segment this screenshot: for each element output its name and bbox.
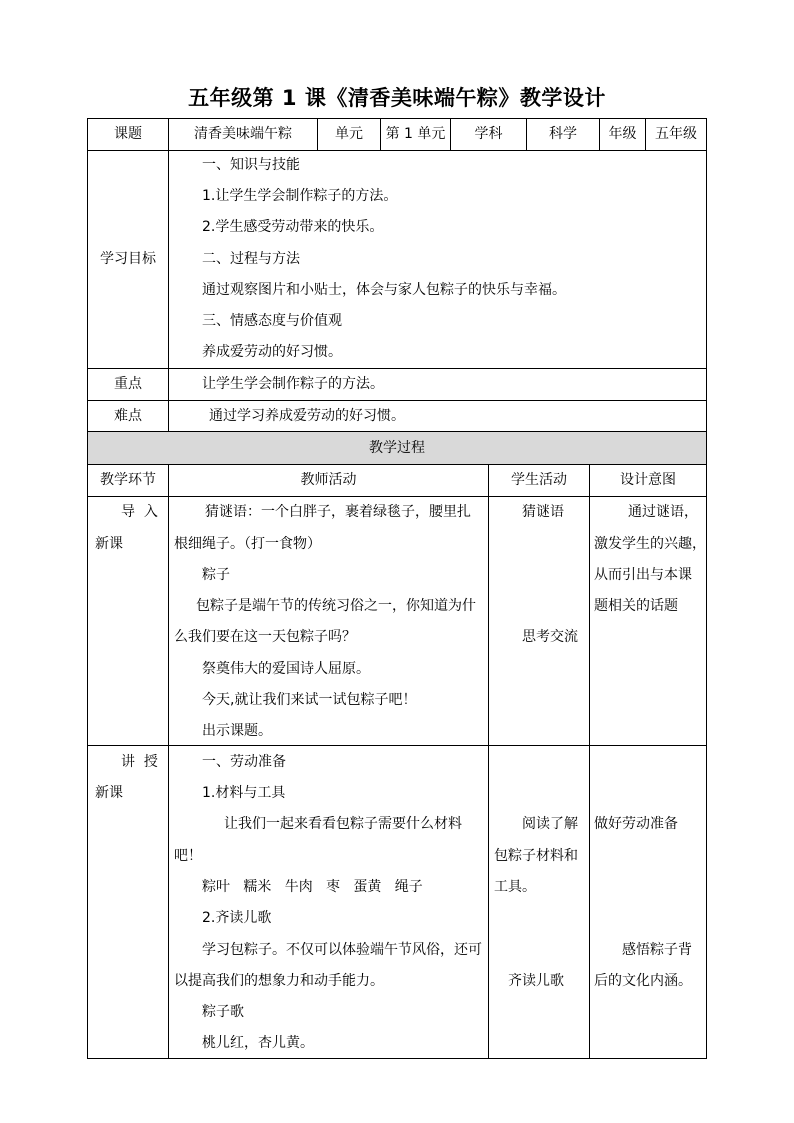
student-activity: 猜谜语 (522, 504, 564, 520)
teacher-line: 猜谜语：一个白胖子，裹着绿毯子，腰里扎 (205, 504, 471, 520)
column-header-intent: 设计意图 (620, 472, 676, 488)
grade-label: 年级 (608, 126, 637, 142)
teacher-line: 粽叶 糯米 牛肉 枣 蛋黄 绳子 (202, 879, 423, 895)
difficulty-text: 通过学习养成爱劳动的好习惯。 (209, 408, 405, 424)
teacher-line: 么我们要在这一天包粽子吗？ (174, 629, 356, 645)
teacher-line: 2.齐读儿歌 (202, 910, 272, 926)
column-header-teacher: 教师活动 (300, 472, 357, 488)
key-point-label: 重点 (114, 376, 142, 392)
intent-line: 从而引出与本课 (594, 567, 692, 583)
teacher-line: 桃儿红，杏儿黄。 (202, 1035, 314, 1051)
stage-label: 新课 (95, 536, 123, 552)
teacher-line: 粽子 (202, 567, 230, 583)
goals-label: 学习目标 (100, 251, 156, 267)
teacher-line: 今天,就让我们来试一试包粽子吧！ (202, 692, 417, 708)
teacher-line: 祭奠伟大的爱国诗人屈原。 (202, 661, 370, 677)
teacher-line: 吧！ (174, 848, 202, 864)
unit-value: 第 1 单元 (385, 126, 446, 142)
teacher-line: 一、劳动准备 (202, 754, 286, 770)
teacher-line: 根细绳子。（打一食物） (174, 536, 321, 552)
stage-label: 新课 (95, 785, 123, 801)
unit-label: 单元 (335, 126, 363, 142)
key-point-text: 让学生学会制作粽子的方法。 (202, 376, 384, 392)
teacher-line: 1.材料与工具 (202, 785, 286, 801)
page-title: 五年级第 1 课《清香美味端午粽》教学设计 (188, 86, 606, 110)
intent-line: 做好劳动准备 (594, 816, 678, 832)
student-activity: 齐读儿歌 (508, 973, 564, 989)
student-activity: 包粽子材料和 (494, 848, 578, 864)
intent-line: 激发学生的兴趣， (594, 536, 706, 552)
column-header-stage: 教学环节 (100, 472, 156, 488)
grade-value: 五年级 (655, 126, 697, 142)
student-activity: 阅读了解 (522, 816, 578, 832)
column-header-student: 学生活动 (511, 472, 567, 488)
subject-label: 学科 (474, 126, 503, 142)
topic-label: 课题 (114, 126, 142, 142)
goals-line: 通过观察图片和小贴士，体会与家人包粽子的快乐与幸福。 (202, 282, 566, 298)
student-activity: 工具。 (494, 879, 536, 895)
goals-line: 一、知识与技能 (202, 157, 300, 173)
stage-label: 讲 授 (121, 754, 158, 770)
intent-line: 后的文化内涵。 (594, 973, 692, 989)
intent-line: 感悟粽子背 (622, 942, 692, 958)
goals-line: 养成爱劳动的好习惯。 (202, 344, 342, 360)
goals-line: 三、情感态度与价值观 (202, 313, 342, 329)
teacher-line: 以提高我们的想象力和动手能力。 (174, 973, 384, 989)
intent-line: 通过谜语， (628, 504, 698, 520)
teacher-line: 粽子歌 (202, 1004, 244, 1020)
teacher-line: 出示课题。 (202, 723, 272, 739)
teacher-line: 让我们一起来看看包粽子需要什么材料 (224, 816, 462, 832)
teacher-line: 包粽子是端午节的传统习俗之一，你知道为什 (196, 598, 476, 614)
goals-line: 2.学生感受劳动带来的快乐。 (202, 219, 384, 235)
process-header: 教学过程 (369, 440, 425, 456)
student-activity: 思考交流 (522, 629, 578, 645)
goals-line: 1.让学生学会制作粽子的方法。 (202, 188, 398, 204)
topic-value: 清香美味端午粽 (194, 126, 292, 142)
intent-line: 题相关的话题 (594, 598, 678, 614)
goals-line: 二、过程与方法 (202, 251, 300, 267)
difficulty-label: 难点 (114, 408, 142, 424)
subject-value: 科学 (549, 126, 577, 142)
stage-label: 导 入 (121, 504, 158, 520)
lesson-table (87, 118, 707, 1059)
teacher-line: 学习包粽子。不仅可以体验端午节风俗，还可 (202, 942, 482, 958)
